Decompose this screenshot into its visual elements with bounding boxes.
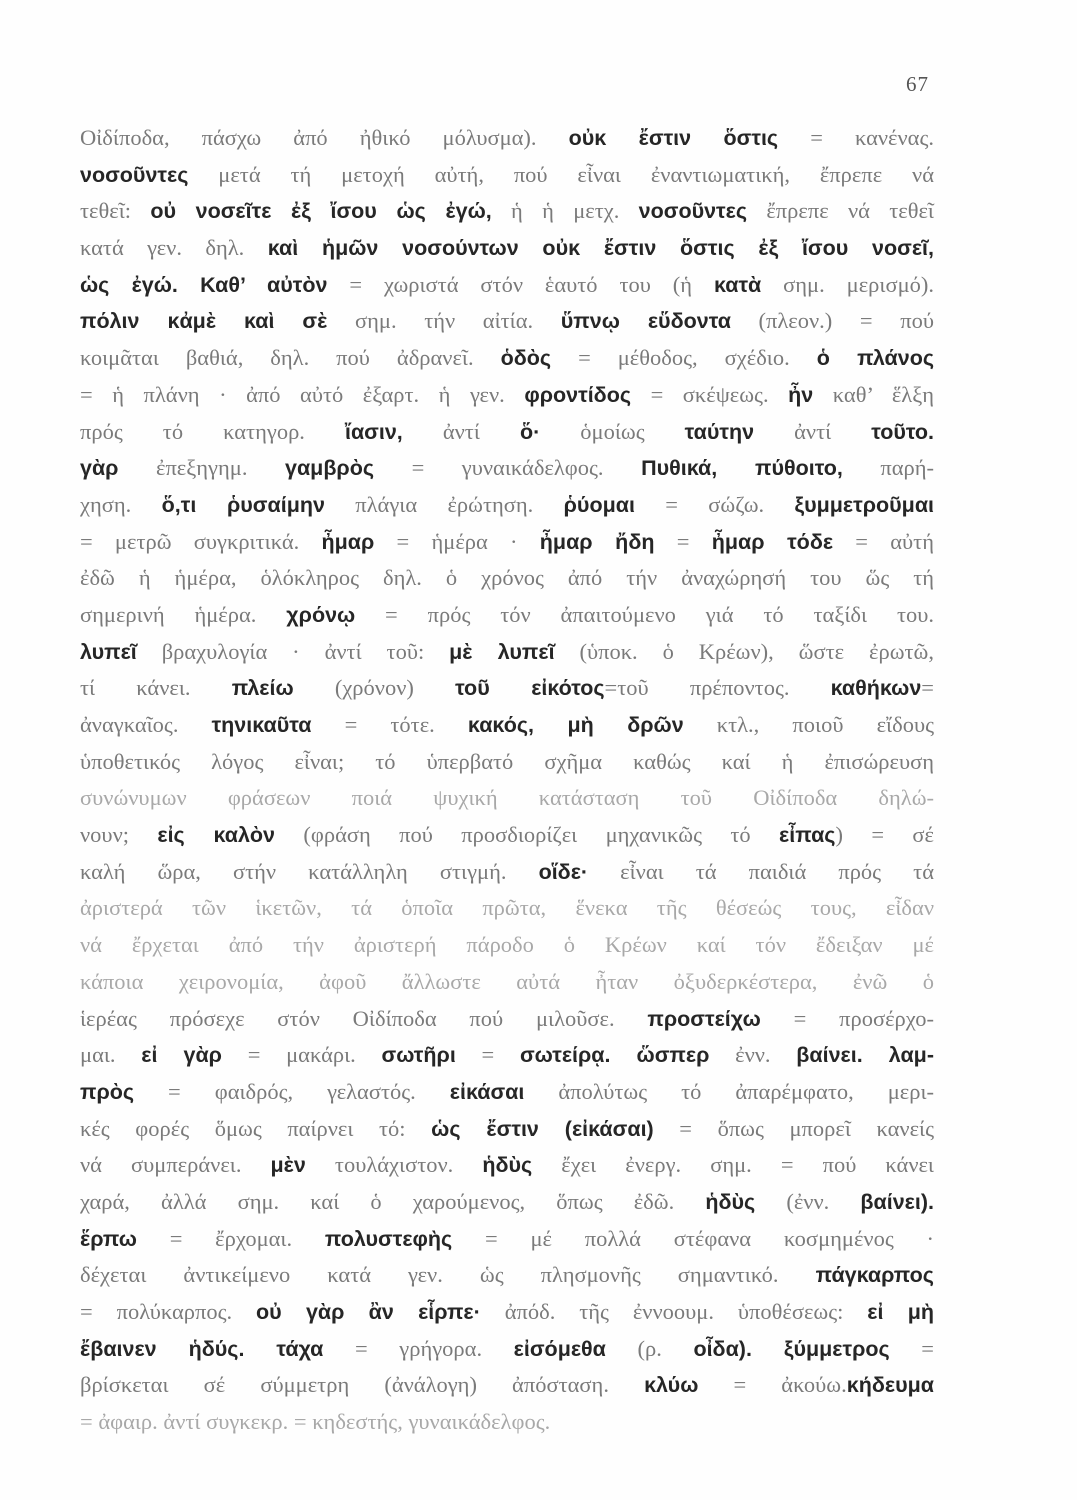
gloss-text: συνώνυμων φράσεων ποιά ψυχική κατάσταση τοῦ Οἰδίποδα δηλώ- xyxy=(80,785,934,811)
text-line xyxy=(80,1257,934,1294)
lemma-term: ἔβαινεν ἡδύς. τάχα xyxy=(80,1336,324,1361)
lemma-term: κλύω xyxy=(644,1373,699,1398)
lemma-term: εἰ μὴ xyxy=(867,1300,934,1324)
gloss-text: = πολύκαρπος. xyxy=(80,1299,257,1324)
lemma-term: καθήκων xyxy=(830,676,922,701)
text-line xyxy=(80,524,934,561)
text-line xyxy=(80,267,934,304)
lemma-term: ἕρπω xyxy=(80,1226,137,1251)
lemma-term: εἰ γὰρ xyxy=(141,1043,222,1068)
gloss-text: = φαιδρός, γελαστός. xyxy=(134,1078,450,1104)
gloss-text: κοιμᾶται βαθιά, δηλ. πού ἀδρανεῖ. xyxy=(80,345,501,371)
gloss-text: = μέθοδος, σχέδιο. xyxy=(551,345,817,371)
lemma-term: πάγκαρπος xyxy=(815,1263,934,1288)
gloss-text: καλή ὥρα, στήν κατάλληλη στιγμή. xyxy=(80,858,539,884)
gloss-text: = ὅπως μπορεῖ κανείς xyxy=(653,1115,934,1141)
text-line xyxy=(80,414,934,451)
gloss-text: ἀντί xyxy=(754,418,872,444)
text-line xyxy=(80,1367,934,1404)
lemma-term: ὅ,τι ῥυσαίμην xyxy=(161,492,325,517)
lemma-term: οἵδε· xyxy=(538,859,589,884)
text-line xyxy=(80,854,934,891)
lemma-term: πολυστεφὴς xyxy=(324,1226,453,1251)
gloss-text: Οἰδίποδα, πάσχω ἀπό ἠθικό μόλυσμα). xyxy=(80,125,569,150)
gloss-text: κατά γεν. δηλ. xyxy=(80,235,268,261)
gloss-text: μετά τή μετοχή αὐτή, πού εἶναι ἐναντιωματική, ἔπρεπε νά xyxy=(188,161,934,187)
text-line xyxy=(80,597,934,634)
lemma-term: ἡδὺς xyxy=(482,1153,533,1178)
gloss-text: μαι. xyxy=(80,1042,142,1068)
text-line xyxy=(80,120,934,157)
text-line xyxy=(80,927,934,964)
gloss-text: πλάγια ἐρώτηση. xyxy=(324,491,564,517)
page-number: 67 xyxy=(906,72,929,96)
gloss-text: ἱερέας πρόσεχε στόν Οἰδίποδα πού μιλοῦσε. xyxy=(80,1005,648,1031)
gloss-text: ἀναγκαῖος. xyxy=(80,712,212,737)
gloss-text: ἐνν. xyxy=(709,1042,797,1068)
gloss-text: (φράση πού προσδιορίζει μηχανικῶς τό xyxy=(275,822,780,848)
gloss-text: (χρόνον) xyxy=(293,675,456,701)
gloss-text: = σκέψεως. xyxy=(631,381,789,407)
lemma-term: κατὰ xyxy=(713,272,762,297)
text-line xyxy=(80,377,934,414)
lemma-term: εἰκάσαι xyxy=(449,1079,525,1104)
lemma-term: ὡς ἔστιν (εἰκάσαι) xyxy=(431,1116,654,1141)
gloss-text: = πρός τόν ἀπαιτούμενο γιά τό ταξίδι του. xyxy=(355,601,935,627)
lemma-term: βαίνει. λαμ- xyxy=(796,1043,934,1068)
gloss-text: τουλάχιστον. xyxy=(305,1152,483,1178)
text-line xyxy=(80,1184,934,1221)
lemma-term: καὶ ἡμῶν νοσούντων οὐκ ἔστιν ὅστις ἐξ ἴσου νοσεῖ, xyxy=(267,236,934,261)
lemma-term: τοῦτο. xyxy=(871,419,934,444)
gloss-text: (πλεον.) = πού xyxy=(730,308,934,334)
gloss-text: νά συμπεράνει. xyxy=(80,1152,271,1178)
lemma-term: ἦμαρ ἤδη xyxy=(539,529,655,554)
text-line xyxy=(80,1111,934,1148)
gloss-text: = μετρῶ συγκριτικά. xyxy=(80,528,322,554)
gloss-text: χηση. xyxy=(80,491,162,517)
text-line xyxy=(80,707,934,744)
gloss-text: = τότε. xyxy=(311,712,468,737)
lemma-term: πλείω xyxy=(231,676,294,701)
gloss-text: = xyxy=(455,1042,520,1068)
lemma-term: οὐ γὰρ ἂν εἷρπε· xyxy=(256,1300,481,1324)
gloss-text: = χωριστά στόν ἑαυτό του (ἡ xyxy=(327,271,714,297)
gloss-text: ἐπεξηγημ. xyxy=(118,455,285,481)
gloss-text: (ὑποκ. ὁ Κρέων), ὥστε ἐρωτῶ, xyxy=(554,638,934,664)
gloss-text: ) = σέ xyxy=(835,822,934,848)
text-line xyxy=(80,744,934,781)
gloss-text: χαρά, ἀλλά σημ. καί ὁ χαρούμενος, ὅπως ἐδῶ. xyxy=(80,1188,706,1214)
text-line xyxy=(80,303,934,340)
lemma-term: ἴασιν, xyxy=(344,419,403,444)
gloss-text: νά ἔρχεται ἀπό τήν ἀριστερή πάροδο ὁ Κρέων καί τόν ἔδειξαν μέ xyxy=(80,932,934,958)
text-line xyxy=(80,1147,934,1184)
gloss-text: ἔπρεπε νά τεθεῖ xyxy=(747,198,934,224)
gloss-text: πρός τό κατηγορ. xyxy=(80,418,345,444)
gloss-text: κτλ., ποιοῦ εἴδους xyxy=(683,712,934,737)
lemma-term: οἶδα). ξύμμετρος xyxy=(693,1336,890,1361)
gloss-text: (ἐνν. xyxy=(755,1188,861,1214)
gloss-text: = ἀκούω. xyxy=(698,1372,847,1398)
text-line xyxy=(80,817,934,854)
lemma-term: οὐ νοσεῖτε ἐξ ἴσου ὡς ἐγώ, xyxy=(150,199,492,224)
gloss-text: = ἀφαιρ. ἀντί συγκεκρ. = κηδεστής, γυναικάδελφος. xyxy=(80,1409,551,1435)
lemma-term: εἶπας xyxy=(779,823,836,848)
gloss-text: ἀριστερά τῶν ἱκετῶν, τά ὁποῖα πρῶτα, ἕνεκα τῆς θέσεώς τους, εἶδαν xyxy=(80,895,934,921)
gloss-text: νουν; xyxy=(80,822,158,848)
gloss-text: εἶναι τά παιδιά πρός τά xyxy=(588,858,934,884)
lemma-term: ῥύομαι xyxy=(563,492,635,517)
gloss-text: ἐδῶ ἡ ἡμέρα, ὁλόκληρος δηλ. ὁ χρόνος ἀπό τήν ἀναχώρησή του ὥς τή xyxy=(80,565,934,591)
text-line xyxy=(80,780,934,817)
lemma-term: ἦν xyxy=(788,382,814,407)
text-line xyxy=(80,560,934,597)
lemma-term: νοσοῦντες xyxy=(638,199,748,224)
gloss-text: = μέ πολλά στέφανα κοσμημένος · xyxy=(452,1225,934,1251)
lemma-term: ἦμαρ τόδε xyxy=(711,529,834,554)
text-line xyxy=(80,1074,934,1111)
gloss-text: = μακάρι. xyxy=(221,1042,382,1068)
lemma-term: ξυμμετροῦμαι xyxy=(794,492,935,517)
gloss-text: = σώζω. xyxy=(634,491,795,517)
lemma-term: κακός, μὴ δρῶν xyxy=(467,713,684,737)
lemma-term: σωτείρᾳ. ὥσπερ xyxy=(519,1043,710,1068)
text-line xyxy=(80,450,934,487)
lemma-term: γαμβρὸς xyxy=(284,456,375,481)
lemma-term: πόλιν κἀμὲ καὶ σὲ xyxy=(80,309,328,334)
lemma-term: γὰρ xyxy=(80,456,119,481)
lemma-term: ταύτην xyxy=(684,419,755,444)
gloss-text: ἀντί xyxy=(402,418,520,444)
lemma-term: ὁδὸς xyxy=(500,346,552,371)
gloss-text: = αὐτή xyxy=(833,528,934,554)
text-line xyxy=(80,193,934,230)
gloss-text: = κανένας. xyxy=(778,125,934,150)
lemma-term: εἰσόμεθα xyxy=(513,1336,606,1361)
gloss-text: (ρ. xyxy=(605,1335,694,1361)
lemma-term: ἡδὺς xyxy=(705,1189,756,1214)
text-line xyxy=(80,340,934,377)
gloss-text: σημερινή ἡμέρα. xyxy=(80,601,287,627)
lemma-term: πρὸς xyxy=(80,1079,135,1104)
lemma-term: μὲ λυπεῖ xyxy=(449,639,555,664)
gloss-text: ἀπόδ. τῆς ἐννοουμ. ὑποθέσεως: xyxy=(480,1299,868,1324)
lemma-term: εἰς καλὸν xyxy=(157,823,275,848)
gloss-text: δέχεται ἀντικείμενο κατά γεν. ὡς πλησμονῆς σημαντικό. xyxy=(80,1262,816,1288)
lemma-term: νοσοῦντες xyxy=(80,162,189,187)
gloss-text: = προσέρχο- xyxy=(760,1005,934,1031)
gloss-text: τί κάνει. xyxy=(80,675,232,701)
text-line xyxy=(80,1221,934,1258)
lemma-term: ὅ· xyxy=(519,419,541,444)
text-line xyxy=(80,157,934,194)
text-line xyxy=(80,1404,934,1441)
lemma-term: ὡς ἐγώ. Καθ’ αὐτὸν xyxy=(80,272,328,297)
gloss-text: παρή- xyxy=(842,455,934,481)
text-line xyxy=(80,1037,934,1074)
gloss-text: καθ’ ἕλξη xyxy=(813,381,934,407)
lemma-term: προστείχω xyxy=(647,1006,761,1031)
lemma-term: βαίνει). xyxy=(860,1189,934,1214)
lemma-term: ὁ πλάνος xyxy=(816,346,935,371)
gloss-text: σημ. τήν αἰτία. xyxy=(327,308,561,334)
gloss-text: τεθεῖ: xyxy=(80,198,151,224)
lemma-term: τοῦ εἰκότος xyxy=(455,676,605,701)
text-line xyxy=(80,1331,934,1368)
gloss-text: ἀπολύτως τό ἀπαρέμφατο, μερι- xyxy=(524,1078,935,1104)
lemma-term: φροντίδος xyxy=(524,382,632,407)
lemma-term: ἦμαρ xyxy=(321,529,375,554)
text-line xyxy=(80,670,934,707)
lemma-term: Πυθικά, πύθοιτο, xyxy=(641,456,843,481)
gloss-text: σημ. μερισμό). xyxy=(761,271,935,297)
gloss-text: = xyxy=(921,675,934,701)
gloss-text: = ἡ πλάνη · ἀπό αὐτό ἐξαρτ. ἡ γεν. xyxy=(80,381,525,407)
commentary-text xyxy=(80,120,934,1441)
gloss-text: = xyxy=(654,528,712,554)
gloss-text: =τοῦ πρέποντος. xyxy=(604,675,831,701)
gloss-text: κάποια χειρονομία, ἀφοῦ ἄλλωστε αὐτά ἦταν ὀξυδερκέστερα, ἐνῶ ὁ xyxy=(80,968,934,994)
lemma-term: σωτῆρι xyxy=(381,1043,456,1068)
text-line xyxy=(80,634,934,671)
text-line xyxy=(80,487,934,524)
gloss-text: = xyxy=(889,1335,934,1361)
gloss-text: = ἡμέρα · xyxy=(374,528,540,554)
text-line xyxy=(80,230,934,267)
lemma-term: χρόνῳ xyxy=(286,602,356,627)
text-line xyxy=(80,964,934,1001)
lemma-term: μὲν xyxy=(270,1153,306,1178)
lemma-term: λυπεῖ xyxy=(80,639,137,664)
gloss-text: = ἔρχομαι. xyxy=(136,1225,325,1251)
lemma-term: τηνικαῦτα xyxy=(211,713,312,737)
gloss-text: ὁμοίως xyxy=(540,418,685,444)
text-line xyxy=(80,1001,934,1038)
gloss-text: = γυναικάδελφος. xyxy=(374,455,642,481)
gloss-text: βραχυλογία · ἀντί τοῦ: xyxy=(136,638,450,664)
lemma-term: κήδευμα xyxy=(846,1373,934,1398)
gloss-text: βρίσκεται σέ σύμμετρη (ἀνάλογη) ἀπόσταση. xyxy=(80,1372,645,1398)
gloss-text: ἔχει ἐνεργ. σημ. = πού κάνει xyxy=(532,1152,934,1178)
gloss-text: κές φορές ὅμως παίρνει τό: xyxy=(80,1115,432,1141)
lemma-term: ὕπνῳ εὕδοντα xyxy=(560,309,731,334)
text-line xyxy=(80,1294,934,1331)
lemma-term: οὐκ ἔστιν ὅστις xyxy=(568,126,779,150)
gloss-text: = γρήγορα. xyxy=(323,1335,514,1361)
gloss-text: ἡ ἡ μετχ. xyxy=(491,198,639,224)
gloss-text: ὑποθετικός λόγος εἶναι; τό ὑπερβατό σχῆμα καθώς καί ἡ ἐπισώρευση xyxy=(80,748,934,774)
text-line xyxy=(80,890,934,927)
